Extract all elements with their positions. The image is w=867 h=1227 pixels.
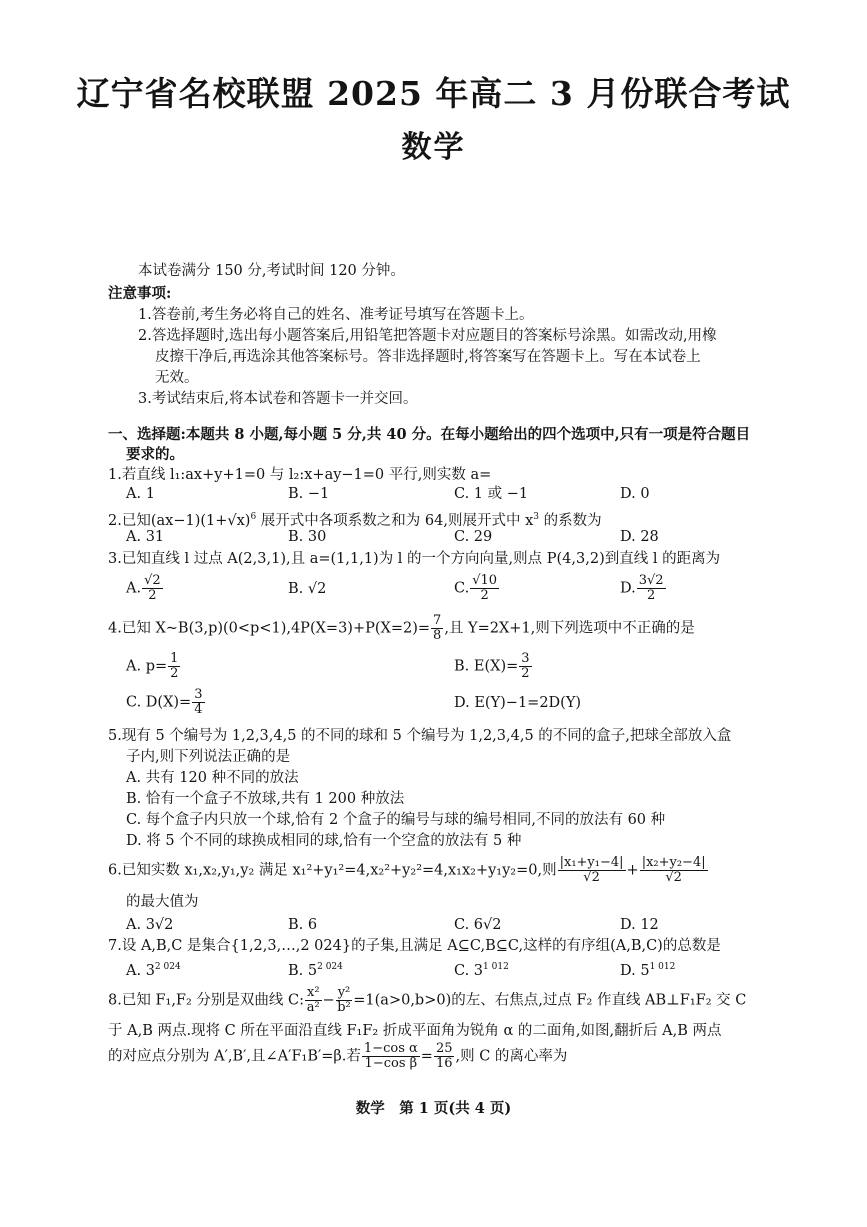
q6-option-a: A. 3√2: [126, 917, 174, 933]
question-6-stem-cont: 的最大值为: [126, 894, 199, 910]
q2-option-d: D. 28: [620, 529, 659, 545]
question-3-stem: 3.已知直线 l 过点 A(2,3,1),且 a=(1,1,1)为 l 的一个方向向量,则点 P(4,3,2)到直线 l 的距离为: [108, 551, 721, 567]
q7-option-c: C. $3^{1 012}$: [454, 962, 509, 979]
note-2-cont: 皮擦干净后,再选涂其他答案标号。答非选择题时,将答案写在答题卡上。写在本试卷上: [155, 349, 701, 365]
subject-title: 数学: [401, 130, 466, 165]
section-heading: 一、选择题:本题共 8 小题,每小题 5 分,共 40 分。在每小题给出的四个选项中,只有一项是符合题目: [108, 426, 751, 443]
question-8-stem-line3: 的对应点分别为 A′,B′,且∠A′F₁B′=β.若 $\frac{\text{1−cos α}}{\text{1−cos β}}$ = $\frac{25}{16}$ ,则 C 的离心率为: [108, 1041, 568, 1071]
note-3: 3.考试结束后,将本试卷和答题卡一并交回。: [138, 391, 418, 407]
exam-title: 辽宁省名校联盟 2025 年高二 3 月份联合考试: [76, 74, 791, 113]
page-footer: 数学 第 1 页(共 4 页): [355, 1100, 512, 1117]
q5-option-c: C. 每个盒子内只放一个球,恰有 2 个盒子的编号与球的编号相同,不同的放法有 60 种: [126, 812, 666, 828]
q7-option-a: A. $3^{2 024}$: [126, 962, 181, 979]
q6-option-c: C. 6√2: [454, 917, 502, 933]
notice-heading: 注意事项:: [108, 285, 172, 302]
q7-option-b: B. $5^{2 024}$: [288, 962, 343, 979]
q2-option-a: A. 31: [126, 529, 165, 545]
q5-option-b: B. 恰有一个盒子不放球,共有 1 200 种放法: [126, 791, 405, 807]
q3-option-b: B. √2: [288, 581, 327, 597]
note-1: 1.答卷前,考生务必将自己的姓名、准考证号填写在答题卡上。: [138, 307, 534, 323]
q1-option-c: C. 1 或 −1: [454, 486, 529, 502]
question-5-stem-cont: 子内,则下列说法正确的是: [126, 749, 291, 765]
question-8-stem-line2: 于 A,B 两点.现将 C 所在平面沿直线 F₁F₂ 折成平面角为锐角 α 的二面角,如图,翻折后 A,B 两点: [108, 1023, 722, 1039]
q5-option-a: A. 共有 120 种不同的放法: [126, 770, 299, 786]
q3-option-d: D. $\frac{3√2}{2}$: [620, 573, 664, 603]
section-heading-cont: 要求的。: [126, 446, 184, 463]
note-2-cont2: 无效。: [155, 370, 199, 386]
question-5-stem: 5.现有 5 个编号为 1,2,3,4,5 的不同的球和 5 个编号为 1,2,3,4,5 的不同的盒子,把球全部放入盒: [108, 728, 732, 744]
q2-option-b: B. 30: [288, 529, 327, 545]
exam-total-info: 本试卷满分 150 分,考试时间 120 分钟。: [138, 263, 405, 279]
q4-option-b: B. E(X)= $\frac{3}{2}$: [454, 651, 530, 681]
q6-option-d: D. 12: [620, 917, 659, 933]
q4-option-c: C. D(X)= $\frac{3}{4}$: [126, 687, 203, 717]
question-2-stem: 2.已知$(ax-1)(1+√x)^6$ 展开式中各项系数之和为 64,则展开式中 $x^3$ 的系数为: [108, 512, 602, 529]
q2-option-c: C. 29: [454, 529, 493, 545]
question-7-stem: 7.设 A,B,C 是集合{1,2,3,…,2 024}的子集,且满足 A⊆C,B⊆C,这样的有序组(A,B,C)的总数是: [108, 938, 721, 954]
q5-option-d: D. 将 5 个不同的球换成相同的球,恰有一个空盒的放法有 5 种: [126, 833, 522, 849]
q1-option-b: B. −1: [288, 486, 330, 502]
question-4-stem: 4.已知 X~B(3,p)(0<p<1),4P(X=3)+P(X=2)= $\frac{7}{8}$ ,且 Y=2X+1,则下列选项中不正确的是: [108, 613, 695, 643]
question-8-stem: 8.已知 F₁,F₂ 分别是双曲线 C: $\frac{\text{x²}}{\text{a²}}$ − $\frac{\text{y²}}{\text{b²}}$ =1(a>0,b>0)的左、右焦点,过点 F₂ 作直线 AB⊥F₁F₂ 交 C: [108, 985, 747, 1015]
q4-option-d: D. E(Y)−1=2D(Y): [454, 695, 582, 711]
note-2: 2.答选择题时,选出每小题答案后,用铅笔把答题卡对应题目的答案标号涂黑。如需改动,用橡: [138, 328, 717, 344]
q7-option-d: D. $5^{1 012}$: [620, 962, 676, 979]
q4-option-a: A. p= $\frac{1}{2}$: [126, 651, 179, 681]
q6-option-b: B. 6: [288, 917, 318, 933]
q3-option-a: A. $\frac{√2}{2}$: [126, 573, 161, 603]
question-1-stem: 1.若直线 l₁:ax+y+1=0 与 l₂:x+ay−1=0 平行,则实数 a=: [108, 467, 492, 483]
question-6-stem: 6.已知实数 x₁,x₂,y₁,y₂ 满足 x₁²+y₁²=4,x₂²+y₂²=4,x₁x₂+y₁y₂=0,则 $\frac{\text{|x₁+y₁−4|}}{√2}$ + $\frac{\text{|x₂+y₂−4|}}{√2}$: [108, 855, 706, 885]
q1-option-a: A. 1: [126, 486, 155, 502]
q3-option-c: C. $\frac{√10}{2}$: [454, 573, 498, 603]
q1-option-d: D. 0: [620, 486, 650, 502]
